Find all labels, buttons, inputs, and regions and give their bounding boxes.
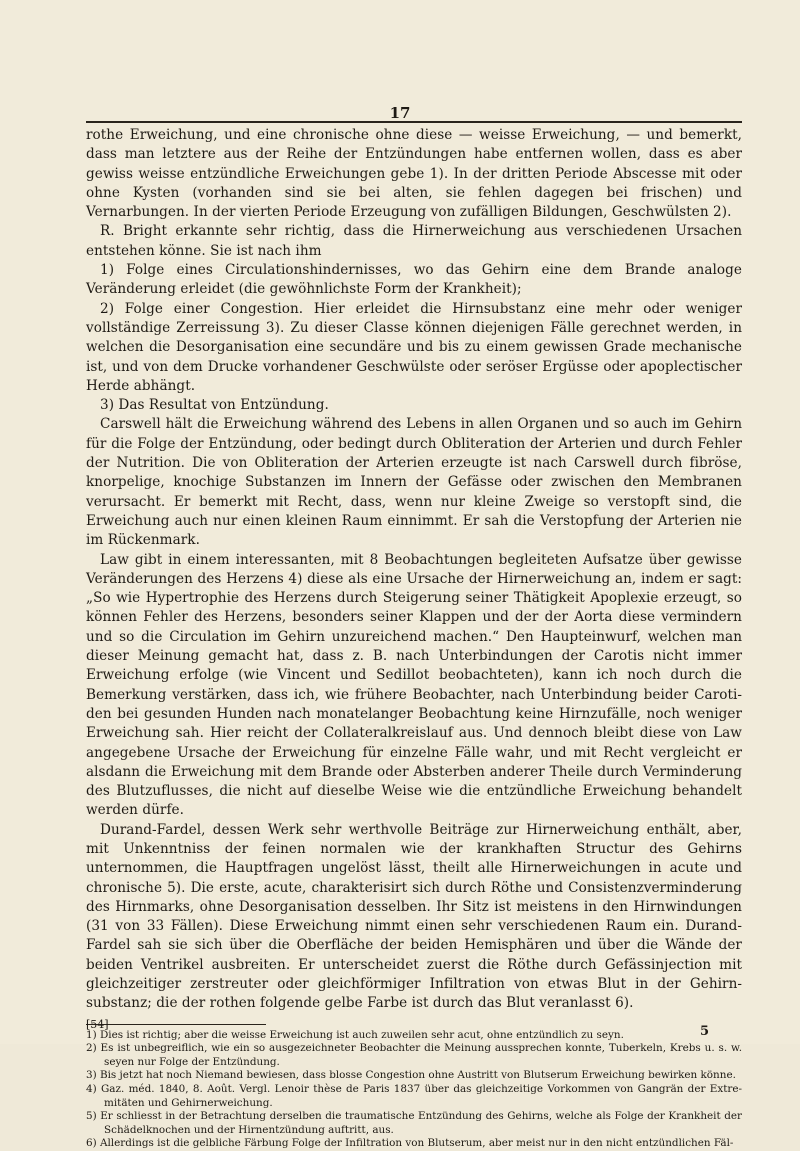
footnote-rule [86,1024,266,1025]
page-body [86,126,742,1151]
printer-signature: [54] [86,1018,109,1031]
footnote: 2) Es ist unbegreiflich, wie ein so ausgezeichneter Beobachter die Meinung aussprechen konnte, Tuberkeln, Krebs u. s. w. seyen nur Folge der Entzündung. [86,1042,742,1068]
footnote: 6) Allerdings ist die gelbliche Färbung Folge der Infiltration von Blutserum, aber meist nur in den nicht entzündlichen Fäl- [86,1137,734,1150]
body-paragraph: rothe Erweichung, und eine chronische ohne diese — weisse Erweichung, — und bemerkt, dass man letztere aus der Reihe der Entzündungen habe entfernen wollen, dass es aber gewiss weisse entzündliche Erweichungen gebe 1). In der dritten Periode Abscesse mit oder ohne Kysten (vorhanden sind sie bei alten, sie fehlen dagegen bei frischen) und Vernarbungen. In der vierten Periode Erzeugung von zufälligen Bildungen, Geschwülsten 2). [86,127,742,221]
header-rule [86,121,742,123]
body-paragraph: 1) Folge eines Circulationshindernisses, wo das Gehirn eine dem Brande analoge Veränderung erleidet (die gewöhnlichste Form der Krankheit); [86,262,742,298]
body-paragraph: Durand-Fardel, dessen Werk sehr werthvolle Beiträge zur Hirnerweichung enthält, aber, mit Unkenntniss der feinen normalen wie der krankhaften Structur des Gehirns unternommen, die Hauptfragen ungelöst lässt, theilt alle Hirnerweichungen in acute und chronische 5). Die erste, acute, charakterisirt sich durch Röthe und Consistenzverminderung des Hirnmarks, ohne Desorganisation desselben. Ihr Sitz ist meistens in den Hirnwindungen (31 von 33 Fällen). Diese Erweichung nimmt einen sehr verschiedenen Raum ein. Durand-Fardel sah sie sich über die Oberfläche der beiden Hemisphären und über die Wände der beiden Ventrikel ausbreiten. Er unterscheidet zuerst die Röthe durch Gefässinjection mit gleichzeitiger zerstreuter oder gleichförmiger Infiltration von etwas Blut in der Gehirnsubstanz; die der rothen folgende gelbe Farbe ist durch das Blut veranlasst 6). [86,821,742,1012]
body-paragraph: Law gibt in einem interessanten, mit 8 Beobachtungen begleiteten Aufsatze über gewisse Veränderungen des Herzens 4) diese als eine Ursache der Hirnerweichung an, indem er sagt: „So wie Hypertrophie des Herzens durch Steigerung seiner Thätigkeit Apoplexie erzeugt, so können Fehler des Herzens, besonders seiner Klappen und der der Aorta diese vermindern und so die Circulation im Gehirn unzureichend machen.“ Den Haupteinwurf, welchen man dieser Meinung gemacht hat, dass z. B. nach Unterbindungen der Carotis nicht immer Erweichung erfolge (wie Vincent und Sedillot beobachteten), kann ich noch durch die Bemerkung verstärken, dass ich, wie frühere Beobachter, nach Unterbindung beider Carotiden bei gesunden Hunden nach monatelanger Beobachtung keine Hirnzufälle, noch weniger Erweichung sah. Hier reicht der Collateralkreislauf aus. Und dennoch bleibt diese von Law angegebene Ursache der Erweichung für einzelne Fälle wahr, und mit Recht vergleicht er alsdann die Erweichung mit dem Brande oder Absterben anderer Theile durch Verminderung des Blutzuflusses, die nicht auf dieselbe Weise wie die entzündliche Erweichung behandelt werden dürfe. [86,551,742,819]
page-number: 17 [389,104,411,122]
footnote: 4) Gaz. méd. 1840, 8. Août. Vergl. Lenoir thèse de Paris 1837 über das gleichzeitige Vorkommen von Gangrän der Extremitäten und Gehirnerweichung. [86,1083,742,1109]
footnote: 3) Bis jetzt hat noch Niemand bewiesen, dass blosse Congestion ohne Austritt von Blutserum Erweichung bewirken könne. [86,1069,736,1082]
body-paragraph: 3) Das Resultat von Entzündung. [100,397,329,414]
footnote: 5) Er schliesst in der Betrachtung derselben die traumatische Entzündung des Gehirns, welche als Folge der Krankheit der Schädelknochen und der Hirnentzündung auftritt, aus. [86,1110,742,1136]
signature-mark: 5 [700,1024,710,1039]
body-paragraph: Carswell hält die Erweichung während des Lebens in allen Organen und so auch im Gehirn für die Folge der Entzündung, oder bedingt durch Obliteration der Arterien und durch Fehler der Nutrition. Die von Obliteration der Arterien erzeugte ist nach Carswell durch fibröse, knorpelige, knochige Substanzen im Innern der Gefässe oder zwischen den Membranen verursacht. Er bemerkt mit Recht, dass, wenn nur kleine Zweige so verstopft sind, die Erweichung auch nur einen kleinen Raum einnimmt. Er sah die Verstopfung der Arterien nie im Rückenmark. [86,416,742,549]
body-paragraph: R. Bright erkannte sehr richtig, dass die Hirnerweichung aus verschiedenen Ursachen entstehen könne. Sie ist nach ihm [86,223,742,259]
footnote: 1) Dies ist richtig; aber die weisse Erweichung ist auch zuweilen sehr acut, ohne entzündlich zu seyn. [86,1028,624,1041]
body-paragraph: 2) Folge einer Congestion. Hier erleidet die Hirnsubstanz eine mehr oder weniger vollständige Zerreissung 3). Zu dieser Classe können diejenigen Fälle gerechnet werden, in welchen die Desorganisation eine secundäre und bis zu einem gewissen Grade mechanische ist, und von dem Drucke vorhandener Geschwülste oder seröser Ergüsse oder apoplectischer Herde abhängt. [86,300,742,394]
